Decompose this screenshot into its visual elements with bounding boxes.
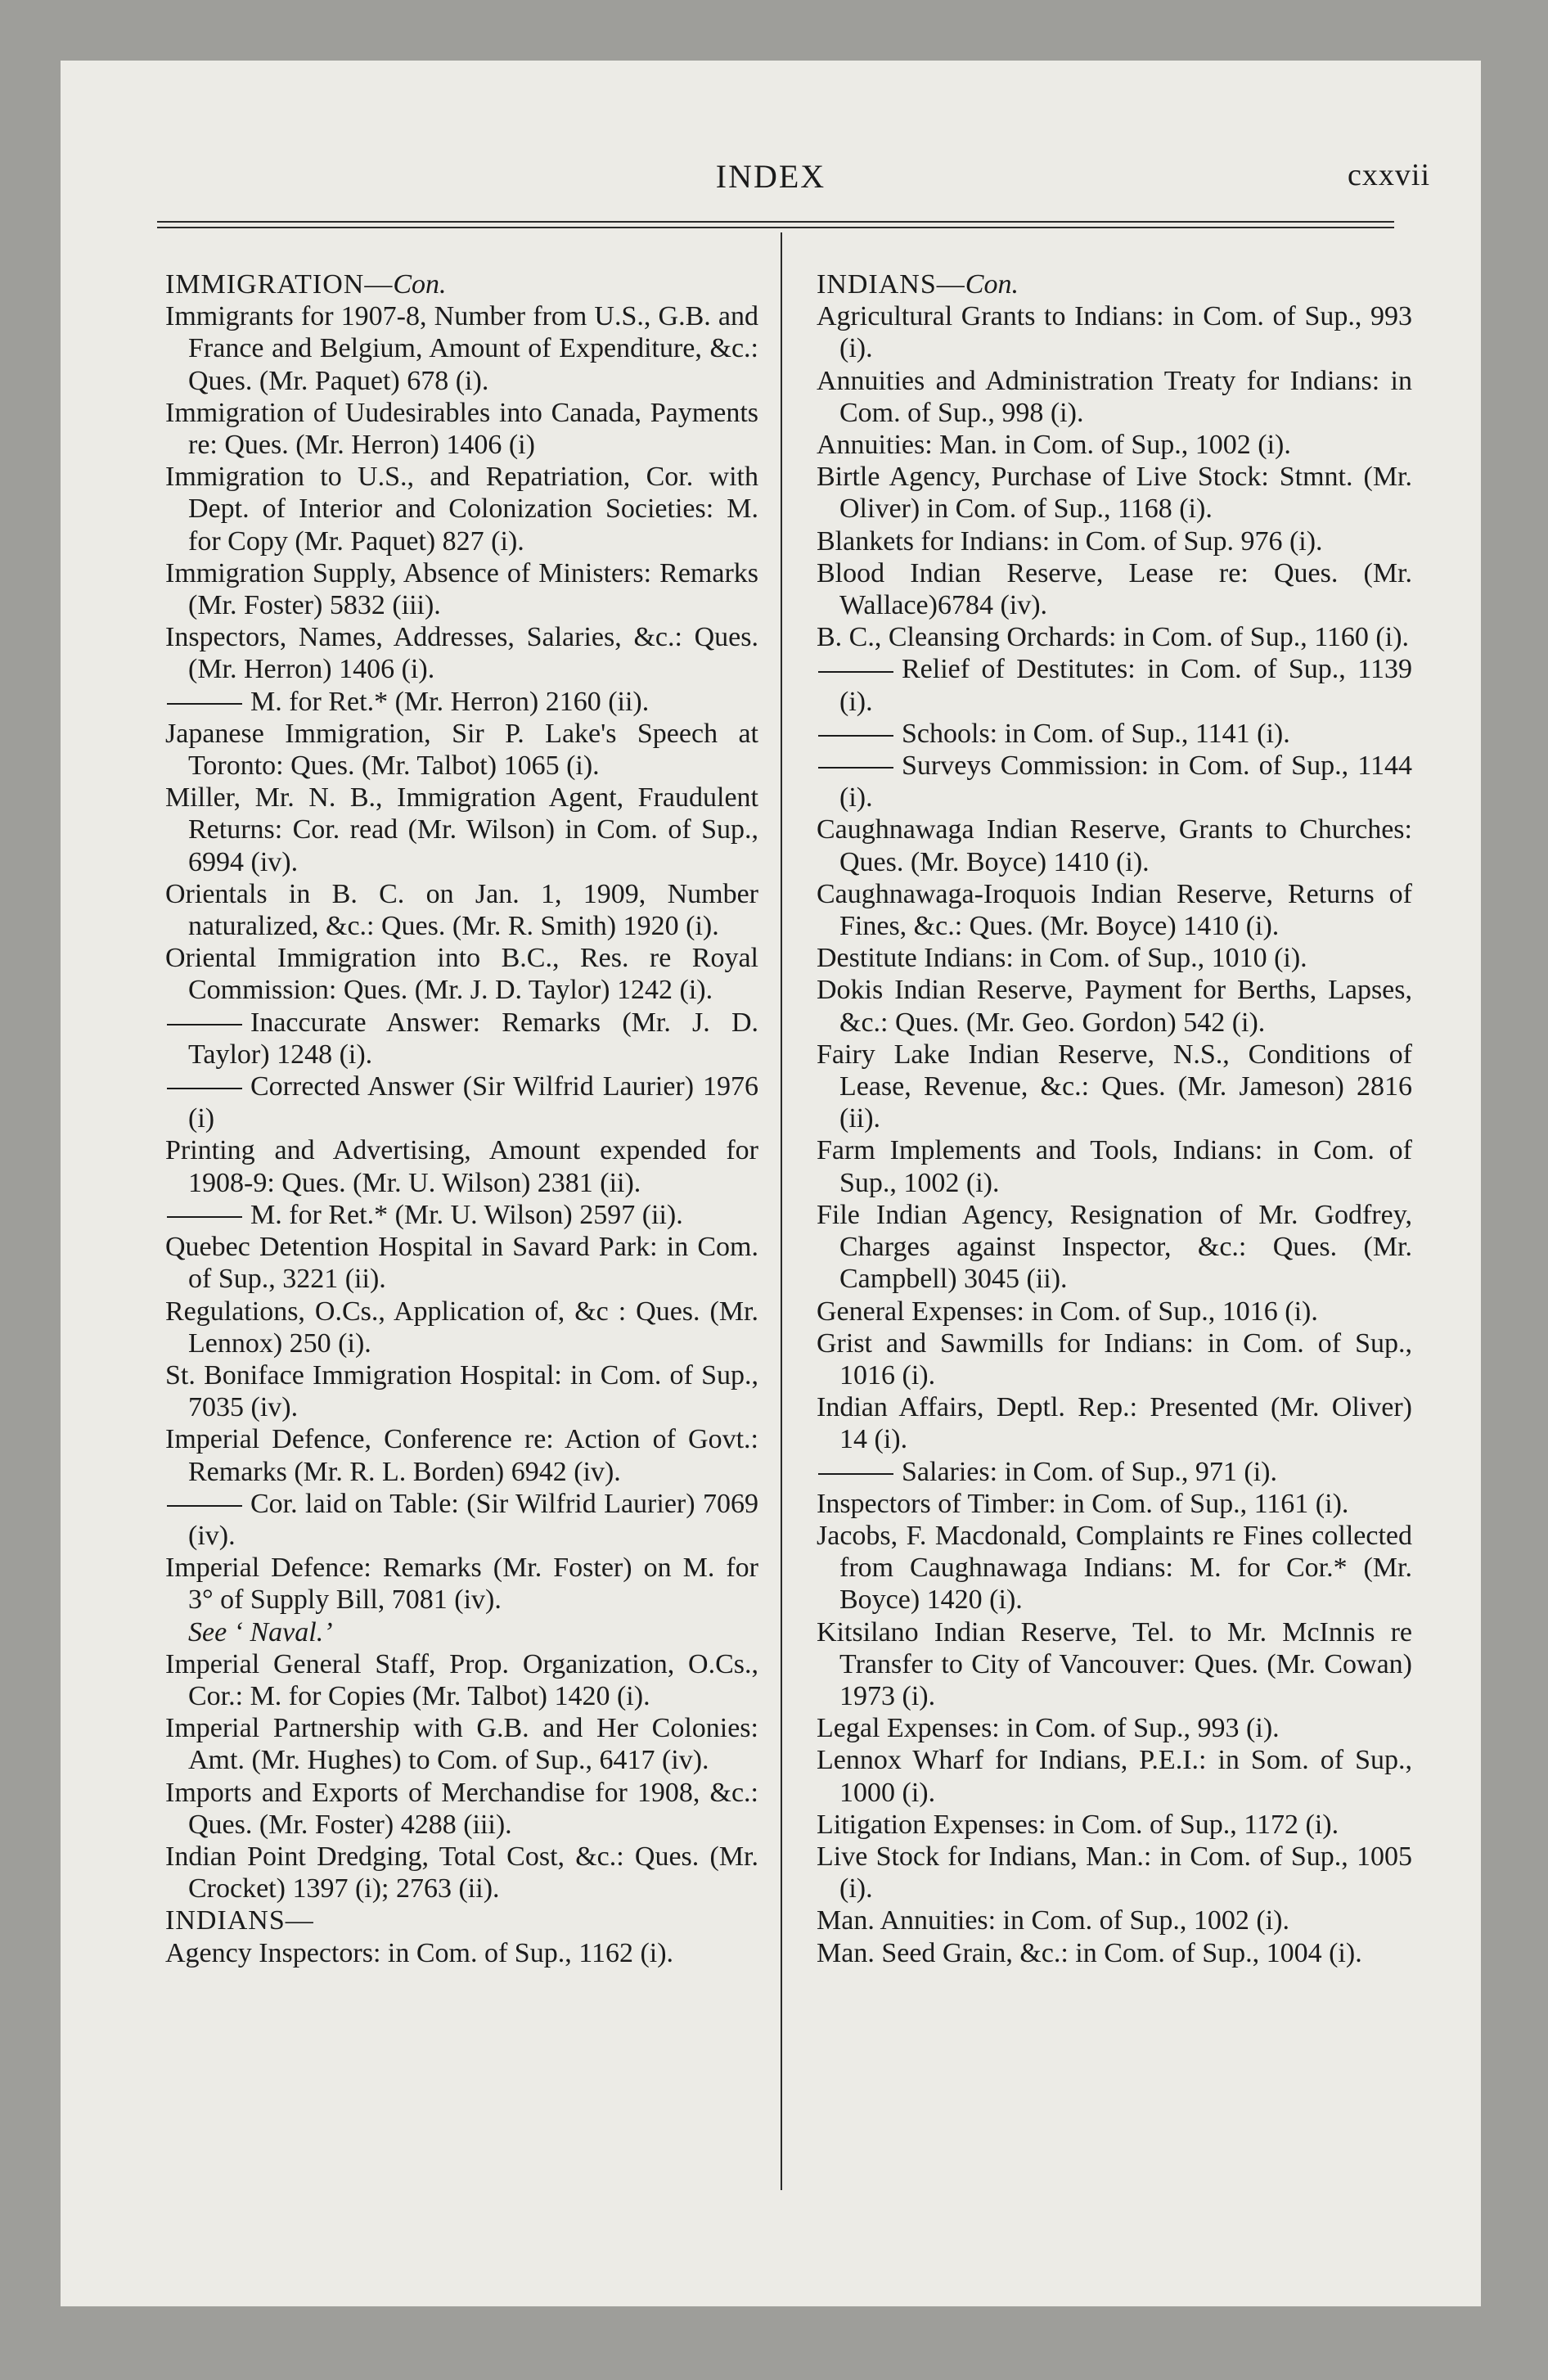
entry-text: M. for Ret.* (Mr. U. Wilson) 2597 (ii).: [250, 1199, 683, 1230]
index-subentry: [165, 1071, 758, 1134]
index-entry: [817, 1199, 1412, 1296]
index-page: [61, 61, 1481, 2306]
index-entry: [817, 974, 1412, 1038]
section-heading-immigration: [165, 268, 758, 300]
ditto-dash: [818, 1473, 893, 1475]
entry-text: Blankets for Indians: in Com. of Sup. 976 (i).: [817, 525, 1323, 557]
entry-text: Caughnawaga-Iroquois Indian Reserve, Returns of Fines, &c.: Ques. (Mr. Boyce) 1410 (i).: [817, 878, 1412, 942]
section-heading-indians-cont: [817, 268, 1412, 300]
index-subentry: [817, 1456, 1412, 1488]
entry-text: Immigration Supply, Absence of Ministers: Remarks (Mr. Foster) 5832 (iii).: [165, 557, 758, 621]
index-entry: [817, 300, 1412, 364]
entry-text: Man. Seed Grain, &c.: in Com. of Sup., 1004 (i).: [817, 1937, 1362, 1968]
index-subentry: [165, 1199, 758, 1231]
index-entry: [165, 621, 758, 685]
left-column: [165, 268, 758, 1969]
entry-text: Japanese Immigration, Sir P. Lake's Speech at Toronto: Ques. (Mr. Talbot) 1065 (i).: [165, 718, 758, 782]
index-entry: [165, 1841, 758, 1904]
index-entry: [817, 1488, 1412, 1520]
index-entry: [165, 397, 758, 461]
entry-text: Regulations, O.Cs., Application of, &c : Ques. (Mr. Lennox) 250 (i).: [165, 1296, 758, 1359]
entry-text: Inspectors, Names, Addresses, Salaries, &c.: Ques. (Mr. Herron) 1406 (i).: [165, 622, 758, 685]
section-heading-cont: Con.: [965, 269, 1019, 300]
entry-text: Annuities: Man. in Com. of Sup., 1002 (i).: [817, 430, 1291, 461]
index-entry: [165, 1296, 758, 1359]
index-entry: [817, 814, 1412, 877]
entry-text: Kitsilano Indian Reserve, Tel. to Mr. McInnis re Transfer to City of Vancouver: Ques. (Mr. Cowan) 1973 (i).: [817, 1616, 1412, 1711]
index-entry: [817, 525, 1412, 557]
entry-text: Man. Annuities: in Com. of Sup., 1002 (i).: [817, 1905, 1289, 1936]
index-entry: [165, 557, 758, 621]
entry-text: Indian Affairs, Deptl. Rep.: Presented (Mr. Oliver) 14 (i).: [817, 1392, 1412, 1455]
entry-text: Live Stock for Indians, Man.: in Com. of Sup., 1005 (i).: [817, 1841, 1412, 1904]
entry-text: Oriental Immigration into B.C., Res. re Royal Commission: Ques. (Mr. J. D. Taylor) 1242 (i).: [165, 943, 758, 1006]
see-reference: [165, 1616, 758, 1648]
index-entry: [165, 1712, 758, 1776]
entry-text: Immigration to U.S., and Repatriation, Cor. with Dept. of Interior and Colonization Societies: M. for Copy (Mr. Paquet) 827 (i).: [165, 462, 758, 557]
section-heading-text: INDIANS—: [817, 269, 965, 300]
entry-text: Immigrants for 1907-8, Number from U.S., G.B. and France and Belgium, Amount of Expenditure, &c.: Ques. (Mr. Paquet) 678 (i).: [165, 301, 758, 396]
entry-text: Fairy Lake Indian Reserve, N.S., Conditions of Lease, Revenue, &c.: Ques. (Mr. Jameson) 2816 (ii).: [817, 1039, 1412, 1134]
index-entry: [165, 1552, 758, 1616]
index-entry: [165, 1648, 758, 1712]
entry-text: Jacobs, F. Macdonald, Complaints re Fines collected from Caughnawaga Indians: M. for Cor.* (Mr. Boyce) 1420 (i).: [817, 1520, 1412, 1616]
entry-text: See ‘ Naval.’: [188, 1616, 333, 1648]
ditto-dash: [818, 735, 893, 737]
index-entry: [817, 1039, 1412, 1135]
entry-text: Imperial General Staff, Prop. Organization, O.Cs., Cor.: M. for Copies (Mr. Talbot) 1420 (i).: [165, 1648, 758, 1711]
index-entry: [817, 1134, 1412, 1198]
entry-text: Annuities and Administration Treaty for Indians: in Com. of Sup., 998 (i).: [817, 365, 1412, 428]
entry-text: Imperial Defence, Conference re: Action of Govt.: Remarks (Mr. R. L. Borden) 6942 (iv).: [165, 1424, 758, 1487]
index-entry: [165, 1777, 758, 1841]
index-entry: [817, 1744, 1412, 1808]
entry-text: Orientals in B. C. on Jan. 1, 1909, Number naturalized, &c.: Ques. (Mr. R. Smith) 1920 (i).: [165, 878, 758, 942]
index-entry: [165, 1423, 758, 1487]
index-subentry: [817, 653, 1412, 717]
index-entry: [817, 621, 1412, 653]
index-subentry: [817, 750, 1412, 814]
entry-text: Schools: in Com. of Sup., 1141 (i).: [902, 718, 1290, 749]
right-column: [817, 268, 1412, 1969]
entry-text: Legal Expenses: in Com. of Sup., 993 (i).: [817, 1713, 1280, 1744]
page-number: cxxvii: [1348, 158, 1430, 192]
entry-text: Imports and Exports of Merchandise for 1908, &c.: Ques. (Mr. Foster) 4288 (iii).: [165, 1777, 758, 1840]
ditto-dash: [818, 671, 893, 673]
entry-text: Lennox Wharf for Indians, P.E.I.: in Som. of Sup., 1000 (i).: [817, 1745, 1412, 1808]
index-entry: [817, 1809, 1412, 1841]
entry-text: Quebec Detention Hospital in Savard Park: in Com. of Sup., 3221 (ii).: [165, 1232, 758, 1295]
right-entry-list: [817, 300, 1412, 1969]
index-entry: [165, 1231, 758, 1295]
entry-text: General Expenses: in Com. of Sup., 1016 (i).: [817, 1296, 1318, 1327]
entry-text: Surveys Commission: in Com. of Sup., 1144 (i).: [839, 751, 1412, 814]
index-entry: [165, 300, 758, 397]
header-rule-lower: [157, 227, 1394, 228]
entry-text: Destitute Indians: in Com. of Sup., 1010 (i).: [817, 943, 1307, 974]
index-entry: [817, 557, 1412, 621]
index-entry: [165, 942, 758, 1006]
left-entry-list-imperial: [165, 1423, 758, 1904]
index-entry: [817, 878, 1412, 942]
entry-text: Agricultural Grants to Indians: in Com. of Sup., 993 (i).: [817, 301, 1412, 364]
index-entry: [817, 461, 1412, 525]
index-entry: [817, 429, 1412, 461]
index-entry: [165, 718, 758, 782]
left-entry-list-indians: [165, 1937, 758, 1969]
ditto-dash: [167, 1088, 242, 1089]
ditto-dash: [167, 703, 242, 705]
entry-text: B. C., Cleansing Orchards: in Com. of Sup., 1160 (i).: [817, 622, 1410, 653]
entry-text: File Indian Agency, Resignation of Mr. Godfrey, Charges against Inspector, &c.: Ques. (Mr. Campbell) 3045 (ii).: [817, 1199, 1412, 1295]
index-entry: [817, 942, 1412, 974]
entry-text: Farm Implements and Tools, Indians: in Com. of Sup., 1002 (i).: [817, 1135, 1412, 1198]
index-entry: [165, 878, 758, 942]
entry-text: Corrected Answer (Sir Wilfrid Laurier) 1976 (i): [188, 1071, 758, 1134]
index-entry: [817, 1904, 1412, 1936]
entry-text: Immigration of Uudesirables into Canada, Payments re: Ques. (Mr. Herron) 1406 (i): [165, 397, 758, 461]
column-divider: [781, 232, 782, 2190]
left-entry-list: [165, 300, 758, 1423]
index-entry: [817, 365, 1412, 429]
entry-text: Imperial Defence: Remarks (Mr. Foster) on M. for 3° of Supply Bill, 7081 (iv).: [165, 1553, 758, 1616]
entry-text: Salaries: in Com. of Sup., 971 (i).: [902, 1456, 1277, 1487]
index-entry: [817, 1616, 1412, 1713]
index-subentry: [165, 1007, 758, 1071]
page-title: INDEX: [715, 158, 826, 195]
index-entry: [165, 1134, 758, 1198]
entry-text: Birtle Agency, Purchase of Live Stock: Stmnt. (Mr. Oliver) in Com. of Sup., 1168 (i).: [817, 462, 1412, 525]
entry-text: Printing and Advertising, Amount expended for 1908-9: Ques. (Mr. U. Wilson) 2381 (ii).: [165, 1135, 758, 1198]
index-entry: [817, 1296, 1412, 1327]
entry-text: Cor. laid on Table: (Sir Wilfrid Laurier) 7069 (iv).: [188, 1488, 758, 1551]
index-subentry: [165, 686, 758, 718]
ditto-dash: [167, 1216, 242, 1218]
index-entry: [817, 1937, 1412, 1969]
index-entry: [165, 782, 758, 878]
section-heading-indians: INDIANS—: [165, 1905, 314, 1936]
entry-text: Litigation Expenses: in Com. of Sup., 1172 (i).: [817, 1809, 1339, 1840]
entry-text: Dokis Indian Reserve, Payment for Berths, Lapses, &c.: Ques. (Mr. Geo. Gordon) 542 (i).: [817, 975, 1412, 1038]
ditto-dash: [818, 767, 893, 769]
entry-text: M. for Ret.* (Mr. Herron) 2160 (ii).: [250, 686, 650, 717]
header-rule: [157, 221, 1394, 223]
ditto-dash: [167, 1024, 242, 1025]
index-subentry: [817, 718, 1412, 750]
index-entry: [165, 1937, 758, 1969]
index-entry: [165, 461, 758, 557]
entry-text: Agency Inspectors: in Com. of Sup., 1162 (i).: [165, 1937, 674, 1968]
entry-text: Miller, Mr. N. B., Immigration Agent, Fraudulent Returns: Cor. read (Mr. Wilson) in Com. of Sup., 6994 (iv).: [165, 782, 758, 877]
index-entry: [817, 1712, 1412, 1744]
section-heading-cont: Con.: [393, 269, 447, 300]
index-entry: [817, 1391, 1412, 1455]
entry-text: Blood Indian Reserve, Lease re: Ques. (Mr. Wallace)6784 (iv).: [817, 557, 1412, 621]
index-entry: [817, 1841, 1412, 1904]
entry-text: Inaccurate Answer: Remarks (Mr. J. D. Taylor) 1248 (i).: [188, 1007, 758, 1070]
index-subentry: [165, 1488, 758, 1552]
section-heading-text: IMMIGRATION—: [165, 269, 394, 300]
index-entry: [817, 1520, 1412, 1616]
index-entry: [165, 1359, 758, 1423]
entry-text: Imperial Partnership with G.B. and Her Colonies: Amt. (Mr. Hughes) to Com. of Sup., 6417 (iv).: [165, 1713, 758, 1776]
entry-text: Indian Point Dredging, Total Cost, &c.: Ques. (Mr. Crocket) 1397 (i); 2763 (ii).: [165, 1841, 758, 1904]
ditto-dash: [167, 1505, 242, 1507]
entry-text: Grist and Sawmills for Indians: in Com. of Sup., 1016 (i).: [817, 1327, 1412, 1391]
entry-text: Inspectors of Timber: in Com. of Sup., 1161 (i).: [817, 1488, 1349, 1519]
entry-text: Relief of Destitutes: in Com. of Sup., 1139 (i).: [839, 654, 1412, 717]
entry-text: St. Boniface Immigration Hospital: in Com. of Sup., 7035 (iv).: [165, 1359, 758, 1423]
index-entry: [817, 1327, 1412, 1391]
entry-text: Caughnawaga Indian Reserve, Grants to Churches: Ques. (Mr. Boyce) 1410 (i).: [817, 814, 1412, 877]
